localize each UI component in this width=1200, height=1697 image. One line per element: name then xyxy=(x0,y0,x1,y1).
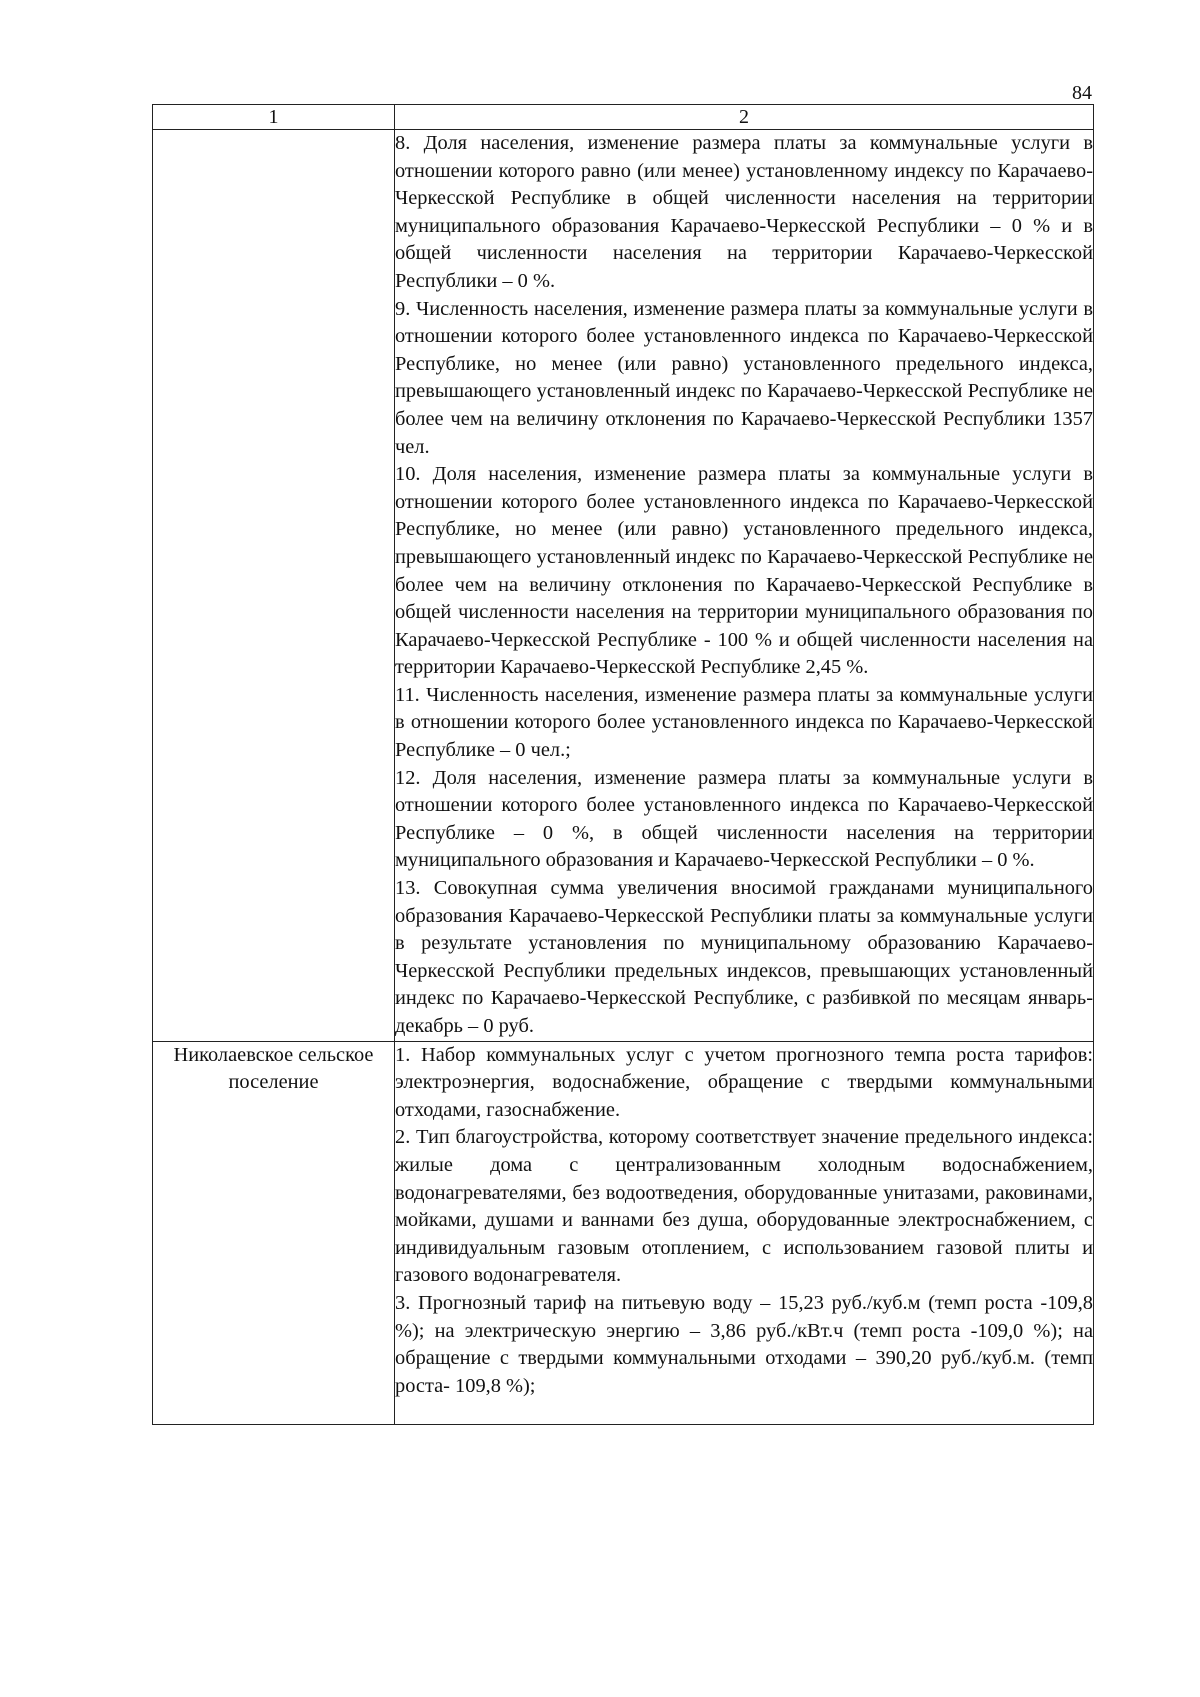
column-header-2: 2 xyxy=(395,105,1094,130)
paragraph-item-11: 11. Численность населения, изменение размера платы за коммунальные услуги в отношении которого более установленного индекса по Карачаево-Черкесской Республике – 0 чел.; xyxy=(395,683,1093,762)
paragraph-item-13: 13. Совокупная сумма увеличения вносимой гражданами муниципального образования Карачаево-Черкесской Республики платы за коммунальные услуги в результате установления по муниципальному образованию Карачаево-Черкесской Республики предельных индексов, превышающих установленный индекс по Карачаево-Черкесской Республике, с разбивкой по месяцам январь-декабрь – 0 руб. xyxy=(395,877,1093,1037)
paragraph-item-10: 10. Доля населения, изменение размера платы за коммунальные услуги в отношении которого более установленного индекса по Карачаево-Черкесской Республике, но менее (или равно) установленного предельного индекса, превышающего установленный индекс по Карачаево-Черкесской Республике не более чем на величину отклонения по Карачаево-Черкесской Республике в общей численности населения на территории муниципального образования по Карачаево-Черкесской Республике - 100 % и общей численности населения на территории Карачаево-Черкесской Республике 2,45 %. xyxy=(395,463,1093,679)
paragraph-item-1: 1. Набор коммунальных услуг с учетом прогнозного темпа роста тарифов: электроэнергия, водоснабжение, обращение с твердыми коммунальными отходами, газоснабжение. xyxy=(395,1043,1093,1121)
table-row xyxy=(153,1041,1094,1424)
paragraph-item-9: 9. Численность населения, изменение размера платы за коммунальные услуги в отношении которого более установленного индекса по Карачаево-Черкесской Республике, но менее (или равно) установленного предельного индекса, превышающего установленный индекс по Карачаево-Черкесской Республике не более чем на величину отклонения по Карачаево-Черкесской Республики 1357 чел. xyxy=(395,297,1093,458)
region-cell: Николаевское сельское поселение xyxy=(153,1041,395,1424)
paragraph-item-2: 2. Тип благоустройства, которому соответствует значение предельного индекса: жилые дома с централизованным холодным водоснабжением, водонагревателями, без водоотведения, оборудованные унитазами, раковинами, мойками, душами и ваннами без душа, оборудованные электроснабжением, с индивидуальным газовым отоплением, с использованием газовой плиты и газового водонагревателя. xyxy=(395,1126,1093,1287)
paragraph-item-3: 3. Прогнозный тариф на питьевую воду – 15,23 руб./куб.м (темп роста -109,8 %); на электрическую энергию – 3,86 руб./кВт.ч (темп роста -109,0 %); на обращение с твердыми коммунальными отходами – 390,20 руб./куб.м. (темп роста- 109,8 %); xyxy=(395,1291,1093,1397)
indicators-cell xyxy=(395,130,1094,1042)
paragraph-item-8: 8. Доля населения, изменение размера платы за коммунальные услуги в отношении которого равно (или менее) установленному индексу по Карачаево-Черкесской Республике в общей численности населения на территории муниципального образования Карачаево-Черкесской Республики – 0 % и в общей численности населения на территории Карачаево-Черкесской Республики – 0 %. xyxy=(395,132,1093,292)
table-row xyxy=(153,130,1094,1042)
page-number: 84 xyxy=(1072,82,1092,104)
indicators-cell xyxy=(395,1041,1094,1424)
paragraph-item-12: 12. Доля населения, изменение размера платы за коммунальные услуги в отношении которого более установленного индекса по Карачаево-Черкесской Республике – 0 %, в общей численности населения на территории муниципального образования и Карачаево-Черкесской Республики – 0 %. xyxy=(395,766,1093,872)
column-header-1: 1 xyxy=(153,105,395,130)
region-cell xyxy=(153,130,395,1042)
table-header-row xyxy=(153,105,1094,130)
indices-table xyxy=(152,104,1094,1425)
